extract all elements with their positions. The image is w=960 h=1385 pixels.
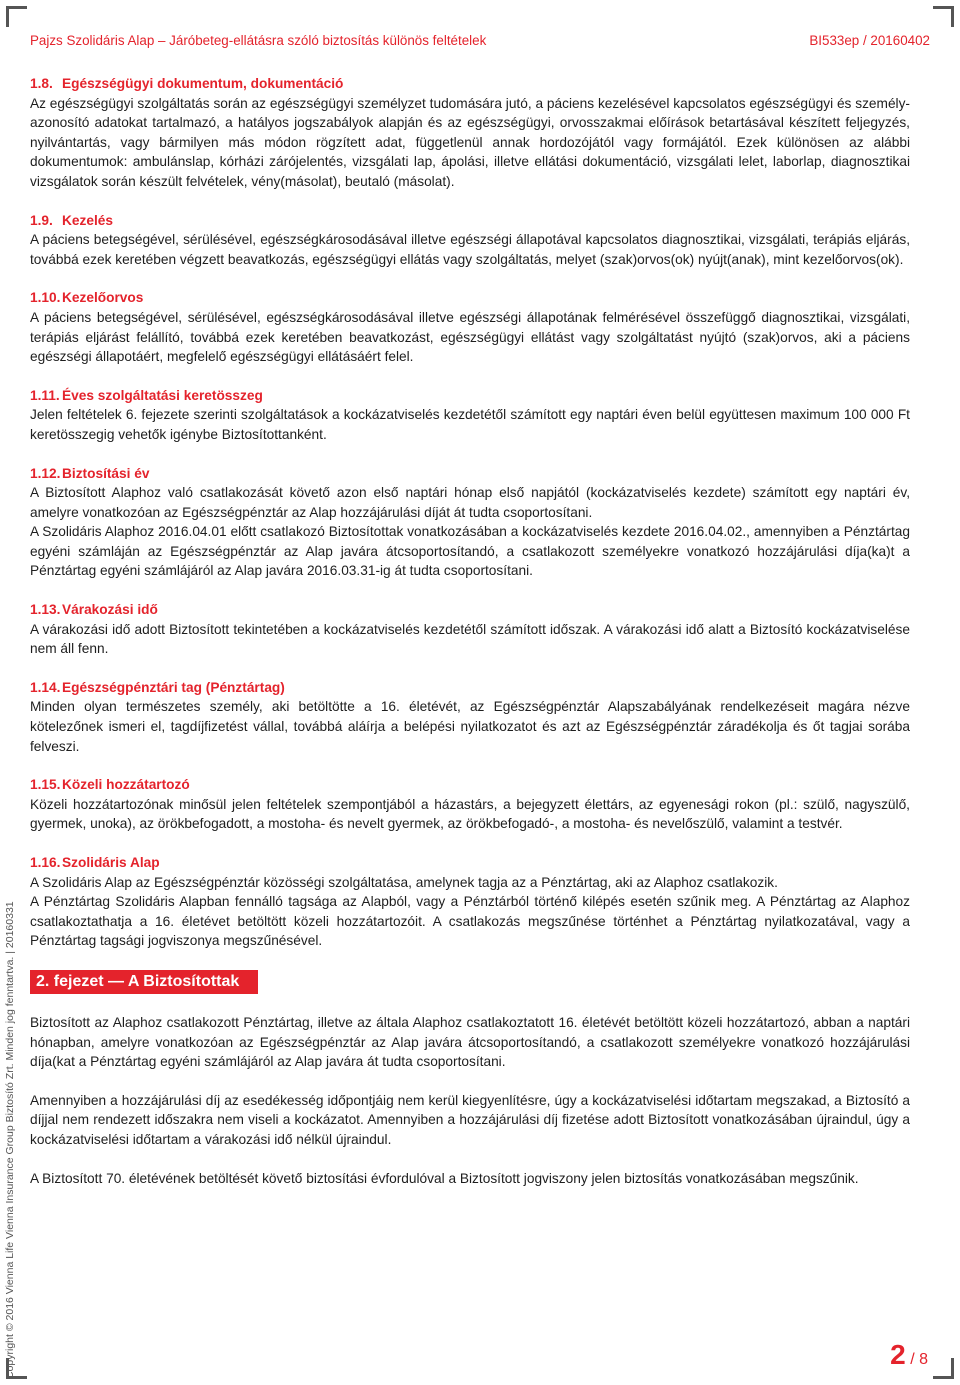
section-title: Kezelés [62, 212, 113, 228]
section-number: 1.12. [30, 465, 61, 481]
section-number: 1.11. [30, 387, 60, 403]
section-1-14 [30, 678, 910, 756]
section-heading [30, 288, 910, 308]
section-1-9 [30, 211, 910, 270]
section-1-16 [30, 853, 910, 951]
copyright-vertical-text: Copyright © 2016 Vienna Life Vienna Insurance Group Biztosító Zrt. Minden jog fenntartva. | 20160331 [4, 901, 16, 1379]
section-paragraph: A páciens betegségével, sérülésével, egészségkárosodásával illetve egészségi állapotának felmérésével összefüggő diagnosztikai, vizsgálati, terápiás eljárást felállító, továbbá ezek keretében beavatkozást, egészségügyi ellátást vagy szolgáltatást nyújtó (szak)orvos, aki a páciens egészségi állapotáért, megfelelő egészségügyi ellátásáért felel. [30, 309, 910, 365]
section-heading [30, 211, 910, 231]
section-number: 1.15. [30, 777, 61, 793]
section-number: 1.14. [30, 679, 61, 695]
section-paragraph: Közeli hozzátartozónak minősül jelen feltételek szempontjából a házastárs, a bejegyzett élettárs, az egyenesági rokon (pl.: szülő, nagyszülő, gyermek, unoka), az örökbefogadott, a mostoha- és nevelt gyermek, az örökbefogadó-, a mostoha- és nevelőszülő, valamint a testvér. [30, 796, 910, 832]
section-number: 1.8. [30, 76, 53, 91]
chapter-2-banner: 2. fejezet — A Biztosítottak [30, 970, 258, 994]
section-title: Kezelőorvos [62, 290, 144, 306]
chapter-paragraph: A Biztosított 70. életévének betöltését követő biztosítási évfordulóval a Biztosított jogviszony jelen biztosítás vonatkozásában megszűnik. [30, 1170, 859, 1186]
section-1-13 [30, 600, 910, 659]
section-1-12 [30, 464, 910, 582]
section-1-10 [30, 288, 910, 366]
section-heading [30, 74, 910, 94]
page-header [30, 33, 930, 51]
section-paragraph: Az egészségügyi szolgáltatás során az egészségügyi személyzet tudomására jutó, a páciens kezelésével kapcsolatos egészségügyi és személy-azonosító adatokat tartalmazó, a hatályos jogszabályok alapján és az egészségügyi, orvosszakmai előírások betartásával készített feljegyzés, nyilvántartás, vagy bármilyen más módon rögzített adat, függetlenül annak hordozójától vagy formájától. Ezek különösen az alábbi dokumentumok: ambulánslap, kórházi zárójelentés, vizsgálati lap, ápolási, illetve ellátási dokumentáció, vizsgálati lelet, laborlap, diagnosztikai vizsgálatok során készült felvételek, vény(másolat), beutaló (másolat). [30, 95, 910, 189]
section-paragraph: A Szolidáris Alaphoz 2016.04.01 előtt csatlakozó Biztosítottak vonatkozásában a kockázatviselés kezdete 2016.04.02., amennyiben a Pénztártag egyéni számláján az Egészségpénztár az Alap javára átcsoportosítandó, a csatlakozott személyekre vonatkozó hozzájárulási díja(ka)t a Pénztártag egyéni számlájáról az Alap javára 2016.03.31-ig át tudta csoportosítani. [30, 524, 910, 579]
section-1-15 [30, 775, 910, 834]
section-heading [30, 600, 910, 620]
section-title: Biztosítási év [62, 465, 150, 481]
section-number: 1.13. [30, 602, 61, 618]
section-paragraph: A Pénztártag Szolidáris Alapban fennálló tagsága az Alapból, vagy a Pénztárból történő kilépés esetén szűnik meg. A Pénztártag az Alaphoz csatlakoztathatja a 16. életévet betöltött közeli hozzátartozóit. A csatlakozás megszűnése történhet a Pénztártag nyilatkozatával, vagy a Pénztártag tagsági jogviszonya megszűnésével. [30, 894, 910, 949]
section-heading [30, 386, 910, 406]
crop-mark-top-left [6, 6, 27, 27]
section-number: 1.10. [30, 290, 61, 306]
section-1-8 [30, 74, 910, 192]
section-heading [30, 678, 910, 698]
section-paragraph: A várakozási idő adott Biztosított tekintetében a kockázatviselés kezdetétől számított időszak. A várakozási idő alatt a Biztosító kockázatviselése nem áll fenn. [30, 621, 910, 657]
section-title: Szolidáris Alap [62, 855, 160, 870]
header-title: Pajzs Szolidáris Alap – Járóbeteg-ellátásra szóló biztosítás különös feltételek [30, 33, 487, 48]
section-heading [30, 464, 910, 484]
section-paragraph: A Szolidáris Alap az Egészségpénztár közösségi szolgáltatása, amelynek tagja az a Pénztártag, aki az Alaphoz csatlakozik. [30, 874, 778, 890]
section-heading [30, 775, 910, 795]
section-heading [30, 853, 910, 873]
section-paragraph: A páciens betegségével, sérülésével, egészségkárosodásával illetve egészségi állapotával kapcsolatos diagnosztikai, vizsgálati, terápiás eljárás, továbbá ezek keretében végzett beavatkozás, egészségügyi ellátás vagy szolgáltatás, melyet (szak)orvos(ok) nyújt(anak), mint kezelőorvos(ok). [30, 232, 910, 267]
chapter-paragraph: Biztosított az Alaphoz csatlakozott Pénztártag, illetve az általa Alaphoz csatlakoztatott 16. életévét betöltött közeli hozzátartozó, abban a naptári hónapban, amelyre vonatkozóan az Egészségpénztár az Alap javára átcsoportosítandó, a csatlakozott személyekre vonatkozó hozzájárulási díja(kat a Pénztártag egyéni számlájáról az Alap javára át tudta csoportosítani. [30, 1014, 910, 1070]
section-number: 1.9. [30, 212, 53, 228]
section-number: 1.16. [30, 855, 61, 870]
crop-mark-bottom-right [933, 1358, 954, 1379]
section-title: Éves szolgáltatási keretösszeg [62, 387, 263, 403]
section-1-11 [30, 386, 910, 445]
section-title: Egészségpénztári tag (Pénztártag) [62, 679, 285, 695]
section-title: Közeli hozzátartozó [62, 777, 190, 793]
section-title: Várakozási idő [62, 602, 158, 618]
page-current: 2 [890, 1339, 906, 1370]
chapter-paragraph: Amennyiben a hozzájárulási díj az esedékesség időpontjáig nem kerül kiegyenlítésre, úgy a kockázatviselési időtartam megszakad, a Biztosító a díjjal nem rendezett időszakra nem viseli a kockázatot. Amennyiben a hozzájárulási díj fizetése adott Biztosított vonatkozásában újraindul, úgy a kockázatviselési időtartam a várakozási idő nélkül újraindul. [30, 1092, 910, 1147]
section-paragraph: Jelen feltételek 6. fejezete szerinti szolgáltatások a kockázatviselés kezdetétől számított egy naptári éven belül együttesen maximum 100 000 Ft keretösszegig vehetők igénybe Biztosítottanként. [30, 407, 910, 442]
header-doc-code: BI533ep / 20160402 [809, 33, 930, 48]
page-total: / 8 [910, 1351, 928, 1368]
document-body [30, 74, 910, 1188]
crop-mark-top-right [933, 6, 954, 27]
chapter-2-body [30, 1013, 910, 1188]
section-paragraph: Minden olyan természetes személy, aki betöltötte a 16. életévét, az Egészségpénztár Alapszabályának rendelkezéseit magára nézve kötelezőnek ismeri el, tagdíjfizetést vállal, továbbá aláírja a belépési nyilatkozatot és azt az Egészségpénztár záradékolja és őt tagjai sorába felveszi. [30, 699, 910, 754]
section-title: Egészségügyi dokumentum, dokumentáció [62, 76, 344, 91]
section-paragraph: A Biztosított Alaphoz való csatlakozását követő azon első naptári hónap első napjától (kockázatviselés kezdete) számított egy naptári év, amelyre vonatkozóan az Egészségpénztár az Alap hozzájárulási díját át tudta csoportosítani. [30, 485, 910, 520]
page-number [890, 1339, 928, 1371]
